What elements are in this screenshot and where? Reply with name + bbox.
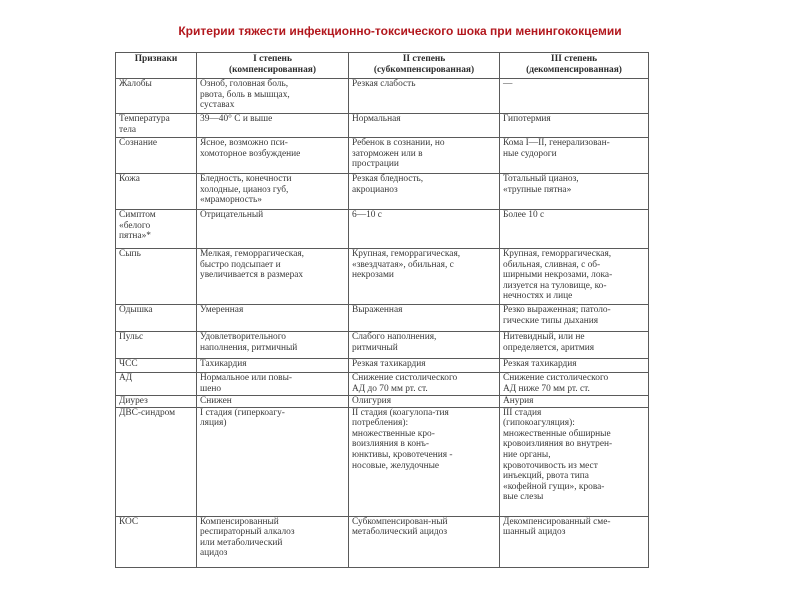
cell-sign bbox=[116, 249, 197, 305]
cell-grade-2 bbox=[349, 138, 500, 174]
cell-text-line: акроцианоз bbox=[352, 184, 398, 195]
cell-text-line: Гипотермия bbox=[503, 114, 551, 124]
cell-text-line: ЧСС bbox=[119, 359, 138, 369]
page-title: Критерии тяжести инфекционно-токсического шока при менингококцемии bbox=[178, 24, 622, 38]
cell-text-line: АД ниже 70 мм рт. ст. bbox=[503, 383, 590, 394]
table-row bbox=[116, 305, 649, 332]
cell-grade-3 bbox=[500, 373, 649, 396]
cell-text-line: респираторный алкалоз bbox=[200, 527, 295, 538]
cell-text-line: Нитевидный, или не bbox=[503, 332, 585, 342]
header-sublabel: (субкомпенсированная) bbox=[373, 64, 475, 75]
cell-text-line: Нормальное или повы- bbox=[200, 373, 293, 383]
cell-text-line: Резкая тахикардия bbox=[503, 359, 577, 369]
cell-text-line: «звездчатая», обильная, с bbox=[352, 259, 454, 270]
cell-text-line: Тахикардия bbox=[200, 359, 247, 369]
cell-text-line: рвота, боль в мышцах, bbox=[200, 89, 290, 100]
header-sublabel: (компенсированная) bbox=[229, 64, 316, 75]
cell-text-line: вые слезы bbox=[503, 492, 544, 503]
cell-text-line: «белого bbox=[119, 220, 151, 231]
cell-text-line: Резкая слабость bbox=[352, 79, 416, 89]
cell-sign bbox=[116, 516, 197, 567]
cell-text-line: АД до 70 мм рт. ст. bbox=[352, 383, 428, 394]
cell-text-line: ные судороги bbox=[503, 148, 557, 159]
cell-text-line: Сознание bbox=[119, 138, 158, 148]
cell-text-line: заторможен или в bbox=[352, 148, 423, 159]
cell-text-line: «кофейной гущи», крова- bbox=[503, 481, 605, 492]
cell-text-line: Олигурия bbox=[352, 396, 392, 406]
cell-text-line: кровоточивость из мест bbox=[503, 460, 598, 471]
cell-grade-1 bbox=[197, 305, 349, 332]
cell-grade-3 bbox=[500, 516, 649, 567]
cell-text-line: ляция) bbox=[200, 418, 227, 429]
table-row bbox=[116, 210, 649, 249]
cell-text-line: — bbox=[503, 79, 513, 89]
header-label: Признаки bbox=[134, 54, 178, 64]
cell-text-line: лизуется на туловище, ко- bbox=[503, 280, 607, 291]
cell-grade-1 bbox=[197, 396, 349, 408]
cell-grade-1 bbox=[197, 373, 349, 396]
cell-sign bbox=[116, 396, 197, 408]
cell-text-line: Резкая тахикардия bbox=[352, 359, 426, 369]
cell-text-line: I стадия (гиперкоагу- bbox=[200, 407, 285, 418]
cell-text-line: Пульс bbox=[119, 332, 144, 342]
cell-text-line: Ребенок в сознании, но bbox=[352, 138, 445, 148]
table-row bbox=[116, 138, 649, 174]
table-row bbox=[116, 373, 649, 396]
cell-grade-2 bbox=[349, 174, 500, 210]
cell-text-line: быстро подсыпает и bbox=[200, 259, 281, 270]
table-row bbox=[116, 407, 649, 516]
cell-grade-1 bbox=[197, 174, 349, 210]
cell-text-line: Жалобы bbox=[119, 79, 152, 89]
cell-text-line: юнктивы, кровотечения - bbox=[352, 449, 453, 460]
header-grade-2 bbox=[349, 53, 500, 79]
cell-grade-2 bbox=[349, 359, 500, 373]
cell-text-line: тела bbox=[119, 124, 137, 135]
table-body bbox=[116, 79, 649, 568]
cell-text-line: носовые, желудочные bbox=[352, 460, 440, 471]
cell-text-line: потребления): bbox=[352, 418, 409, 429]
table-row bbox=[116, 396, 649, 408]
cell-grade-1 bbox=[197, 138, 349, 174]
cell-text-line: Крупная, геморрагическая, bbox=[503, 249, 612, 259]
cell-grade-3 bbox=[500, 332, 649, 359]
cell-text-line: Ясное, возможно пси- bbox=[200, 138, 288, 148]
severity-criteria-table bbox=[115, 52, 649, 568]
cell-grade-2 bbox=[349, 516, 500, 567]
cell-text-line: множественные кро- bbox=[352, 428, 435, 439]
cell-text-line: Удовлетворительного bbox=[200, 332, 286, 342]
cell-text-line: некрозами bbox=[352, 270, 394, 281]
cell-sign bbox=[116, 305, 197, 332]
cell-grade-3 bbox=[500, 114, 649, 138]
cell-grade-3 bbox=[500, 359, 649, 373]
cell-text-line: Крупная, геморрагическая, bbox=[352, 249, 461, 259]
table-row bbox=[116, 174, 649, 210]
cell-sign bbox=[116, 373, 197, 396]
cell-grade-1 bbox=[197, 516, 349, 567]
cell-text-line: или метаболический bbox=[200, 537, 283, 548]
cell-text-line: Сыпь bbox=[119, 249, 141, 259]
table-row bbox=[116, 114, 649, 138]
cell-text-line: КОС bbox=[119, 516, 139, 527]
cell-text-line: холодные, цианоз губ, bbox=[200, 184, 289, 195]
cell-text-line: Диурез bbox=[119, 396, 148, 406]
cell-sign bbox=[116, 174, 197, 210]
cell-text-line: Декомпенсированный сме- bbox=[503, 516, 611, 527]
header-label: II степень bbox=[402, 54, 446, 64]
cell-text-line: Резко выраженная; патоло- bbox=[503, 305, 611, 315]
cell-text-line: ширными некрозами, лока- bbox=[503, 270, 613, 281]
cell-text-line: хомоторное возбуждение bbox=[200, 148, 301, 159]
cell-text-line: АД bbox=[119, 373, 133, 383]
cell-grade-2 bbox=[349, 373, 500, 396]
cell-grade-1 bbox=[197, 332, 349, 359]
cell-text-line: (гипокоагуляция): bbox=[503, 418, 575, 429]
cell-text-line: Снижение систолического bbox=[352, 373, 458, 383]
cell-text-line: Субкомпенсирован-ный bbox=[352, 516, 448, 527]
cell-grade-1 bbox=[197, 210, 349, 249]
header-grade-1 bbox=[197, 53, 349, 79]
header-grade-3 bbox=[500, 53, 649, 79]
cell-text-line: III стадия bbox=[503, 407, 542, 418]
header-label: III степень bbox=[550, 54, 598, 64]
cell-sign bbox=[116, 138, 197, 174]
cell-grade-2 bbox=[349, 114, 500, 138]
cell-grade-2 bbox=[349, 396, 500, 408]
table-header-row bbox=[116, 53, 649, 79]
cell-text-line: определяется, аритмия bbox=[503, 342, 595, 353]
cell-text-line: инъекций, рвота типа bbox=[503, 471, 589, 482]
cell-text-line: «трупные пятна» bbox=[503, 184, 572, 195]
table-row bbox=[116, 249, 649, 305]
cell-grade-3 bbox=[500, 174, 649, 210]
cell-text-line: обильная, сливная, с об- bbox=[503, 259, 601, 270]
cell-text-line: Бледность, конечности bbox=[200, 174, 292, 184]
cell-grade-1 bbox=[197, 359, 349, 373]
cell-grade-3 bbox=[500, 249, 649, 305]
cell-text-line: II стадия (коагулопа-тия bbox=[352, 407, 449, 418]
table-row bbox=[116, 332, 649, 359]
cell-text-line: кровоизлияния во внутрен- bbox=[503, 439, 613, 450]
cell-text-line: Нормальная bbox=[352, 114, 401, 124]
cell-sign bbox=[116, 210, 197, 249]
cell-text-line: Кожа bbox=[119, 174, 140, 184]
cell-text-line: Более 10 с bbox=[503, 210, 545, 220]
cell-text-line: Отрицательный bbox=[200, 210, 264, 220]
cell-grade-2 bbox=[349, 407, 500, 516]
cell-text-line: ритмичный bbox=[352, 342, 398, 353]
header-sublabel: (декомпенсированная) bbox=[526, 64, 622, 75]
cell-text-line: суставах bbox=[200, 100, 235, 111]
cell-text-line: Снижение систолического bbox=[503, 373, 609, 383]
cell-text-line: 39—40° С и выше bbox=[200, 114, 273, 124]
cell-text-line: Резкая бледность, bbox=[352, 174, 424, 184]
cell-text-line: «мраморность» bbox=[200, 195, 262, 206]
cell-text-line: Одышка bbox=[119, 305, 153, 315]
cell-text-line: наполнения, ритмичный bbox=[200, 342, 298, 353]
cell-grade-3 bbox=[500, 79, 649, 114]
cell-grade-3 bbox=[500, 138, 649, 174]
cell-text-line: Симптом bbox=[119, 210, 156, 220]
header-label: I степень bbox=[253, 54, 292, 64]
cell-grade-2 bbox=[349, 249, 500, 305]
cell-text-line: Слабого наполнения, bbox=[352, 332, 437, 342]
cell-text-line: Кома I—II, генерализован- bbox=[503, 138, 610, 148]
cell-text-line: множественные обширные bbox=[503, 428, 611, 439]
cell-grade-1 bbox=[197, 407, 349, 516]
table-row bbox=[116, 516, 649, 567]
cell-sign bbox=[116, 332, 197, 359]
cell-grade-1 bbox=[197, 249, 349, 305]
cell-sign bbox=[116, 359, 197, 373]
cell-text-line: воизлияния в конъ- bbox=[352, 439, 429, 450]
cell-text-line: Анурия bbox=[503, 396, 534, 406]
cell-grade-2 bbox=[349, 305, 500, 332]
cell-text-line: Озноб, головная боль, bbox=[200, 79, 289, 89]
cell-grade-2 bbox=[349, 79, 500, 114]
header-signs bbox=[116, 53, 197, 79]
cell-sign bbox=[116, 114, 197, 138]
cell-grade-2 bbox=[349, 210, 500, 249]
cell-text-line: Умеренная bbox=[200, 305, 244, 315]
cell-text-line: шанный ацидоз bbox=[503, 527, 566, 538]
cell-text-line: увеличивается в размерах bbox=[200, 270, 304, 281]
cell-text-line: метаболический ацидоз bbox=[352, 527, 448, 538]
cell-grade-1 bbox=[197, 79, 349, 114]
cell-grade-3 bbox=[500, 396, 649, 408]
cell-text-line: Температура bbox=[119, 114, 170, 124]
cell-sign bbox=[116, 79, 197, 114]
cell-sign bbox=[116, 407, 197, 516]
cell-text-line: Мелкая, геморрагическая, bbox=[200, 249, 305, 259]
cell-text-line: Компенсированный bbox=[200, 516, 279, 527]
cell-text-line: Снижен bbox=[200, 396, 232, 406]
cell-text-line: ацидоз bbox=[200, 548, 228, 559]
cell-grade-2 bbox=[349, 332, 500, 359]
table-row bbox=[116, 79, 649, 114]
cell-grade-3 bbox=[500, 305, 649, 332]
cell-grade-3 bbox=[500, 210, 649, 249]
table-row bbox=[116, 359, 649, 373]
cell-text-line: ДВС-синдром bbox=[119, 407, 176, 418]
cell-text-line: прострации bbox=[352, 159, 399, 170]
cell-text-line: нечностях и лице bbox=[503, 291, 573, 302]
cell-grade-1 bbox=[197, 114, 349, 138]
cell-text-line: гические типы дыхания bbox=[503, 315, 599, 326]
cell-text-line: шено bbox=[200, 383, 222, 394]
cell-text-line: 6—10 с bbox=[352, 210, 382, 220]
cell-text-line: ние органы, bbox=[503, 449, 551, 460]
cell-text-line: Тотальный цианоз, bbox=[503, 174, 579, 184]
cell-grade-3 bbox=[500, 407, 649, 516]
cell-text-line: Выраженная bbox=[352, 305, 403, 315]
cell-text-line: пятна»* bbox=[119, 231, 151, 242]
